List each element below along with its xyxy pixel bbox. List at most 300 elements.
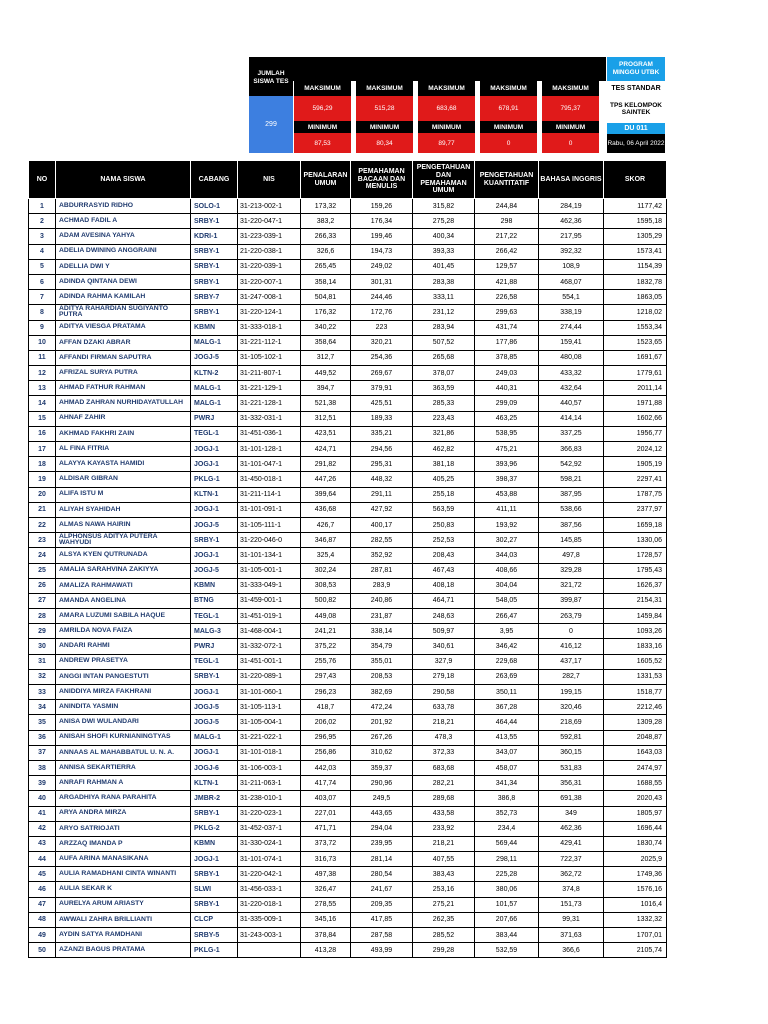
cell-pemahaman-bacaan: 354,79 <box>351 639 413 654</box>
cell-nama: AULIA RAMADHANI CINTA WINANTI <box>56 867 191 882</box>
cell-skor: 1779,61 <box>604 366 667 381</box>
table-row <box>29 320 667 335</box>
cell-nama: ARYA ANDRA MIRZA <box>56 806 191 821</box>
table-row <box>29 199 667 214</box>
cell-no: 40 <box>29 791 56 806</box>
cell-nis: 31-335-009-1 <box>238 912 301 927</box>
cell-penalaran: 424,71 <box>301 442 351 457</box>
cell-bahasa-inggris: 218,69 <box>539 715 604 730</box>
cell-bahasa-inggris: 338,19 <box>539 305 604 320</box>
cell-pemahaman-bacaan: 176,34 <box>351 214 413 229</box>
cell-nama: AYDIN SATYA RAMDHANI <box>56 928 191 943</box>
cell-nama: AUFA ARINA MANASIKANA <box>56 852 191 867</box>
cell-pemahaman-bacaan: 352,92 <box>351 548 413 563</box>
cell-pemahaman-bacaan: 209,35 <box>351 897 413 912</box>
cell-pengetahuan-umum: 378,07 <box>413 366 475 381</box>
stat-column <box>294 81 351 153</box>
cell-pemahaman-bacaan: 254,36 <box>351 350 413 365</box>
tes-label: TES STANDAR <box>607 81 665 95</box>
cell-penalaran: 358,14 <box>301 274 351 289</box>
cell-nama: AL FINA FITRIA <box>56 442 191 457</box>
stat-column <box>542 81 599 153</box>
cell-bahasa-inggris: 468,07 <box>539 274 604 289</box>
cell-pengetahuan-umum: 478,3 <box>413 730 475 745</box>
cell-penalaran: 497,38 <box>301 867 351 882</box>
table-row <box>29 381 667 396</box>
cell-bahasa-inggris: 387,95 <box>539 487 604 502</box>
cell-pengetahuan-umum: 262,35 <box>413 912 475 927</box>
cell-pemahaman-bacaan: 294,56 <box>351 442 413 457</box>
table-row <box>29 350 667 365</box>
cell-no: 37 <box>29 745 56 760</box>
cell-nama: AMARA LUZUMI SABILA HAQUE <box>56 609 191 624</box>
cell-nis: 31-330-024-1 <box>238 836 301 851</box>
cell-nis: 31-333-018-1 <box>238 320 301 335</box>
cell-penalaran: 241,21 <box>301 624 351 639</box>
cell-kuantitatif: 431,74 <box>475 320 539 335</box>
cell-penalaran: 394,7 <box>301 381 351 396</box>
cell-pengetahuan-umum: 231,12 <box>413 305 475 320</box>
cell-pengetahuan-umum: 218,21 <box>413 715 475 730</box>
cell-kuantitatif: 464,44 <box>475 715 539 730</box>
cell-skor: 1956,77 <box>604 426 667 441</box>
stat-column <box>480 81 537 153</box>
cell-bahasa-inggris: 542,92 <box>539 457 604 472</box>
table-row <box>29 548 667 563</box>
cell-cabang: MALG-1 <box>191 396 238 411</box>
cell-pemahaman-bacaan: 283,9 <box>351 578 413 593</box>
cell-nis <box>238 943 301 958</box>
table-row <box>29 685 667 700</box>
cell-nama: ANISA DWI WULANDARI <box>56 715 191 730</box>
cell-pengetahuan-umum: 253,16 <box>413 882 475 897</box>
cell-pemahaman-bacaan: 172,76 <box>351 305 413 320</box>
cell-bahasa-inggris: 392,32 <box>539 244 604 259</box>
cell-bahasa-inggris: 356,31 <box>539 776 604 791</box>
cell-bahasa-inggris: 440,57 <box>539 396 604 411</box>
cell-kuantitatif: 413,55 <box>475 730 539 745</box>
cell-nis: 31-451-001-1 <box>238 654 301 669</box>
cell-pemahaman-bacaan: 443,65 <box>351 806 413 821</box>
col-header-no: NO <box>29 161 56 199</box>
cell-skor: 2011,14 <box>604 381 667 396</box>
cell-bahasa-inggris: 199,15 <box>539 685 604 700</box>
cell-nis: 31-238-010-1 <box>238 791 301 806</box>
cell-skor: 1659,18 <box>604 517 667 532</box>
cell-pengetahuan-umum: 208,43 <box>413 548 475 563</box>
cell-skor: 1218,02 <box>604 305 667 320</box>
cell-skor: 1795,43 <box>604 563 667 578</box>
table-row <box>29 639 667 654</box>
cell-skor: 2474,97 <box>604 760 667 775</box>
cell-cabang: KLTN-1 <box>191 487 238 502</box>
cell-penalaran: 504,81 <box>301 290 351 305</box>
cell-pemahaman-bacaan: 244,46 <box>351 290 413 305</box>
cell-nama: ANINDITA YASMIN <box>56 700 191 715</box>
cell-kuantitatif: 225,28 <box>475 867 539 882</box>
cell-cabang: JMBR-2 <box>191 791 238 806</box>
cell-kuantitatif: 263,69 <box>475 669 539 684</box>
cell-bahasa-inggris: 362,72 <box>539 867 604 882</box>
cell-pengetahuan-umum: 252,53 <box>413 533 475 548</box>
cell-pengetahuan-umum: 283,94 <box>413 320 475 335</box>
cell-pemahaman-bacaan: 241,67 <box>351 882 413 897</box>
cell-kuantitatif: 226,58 <box>475 290 539 305</box>
cell-bahasa-inggris: 99,31 <box>539 912 604 927</box>
cell-kuantitatif: 411,11 <box>475 502 539 517</box>
cell-no: 6 <box>29 274 56 289</box>
cell-pemahaman-bacaan: 189,33 <box>351 411 413 426</box>
cell-pemahaman-bacaan: 359,37 <box>351 760 413 775</box>
table-row <box>29 776 667 791</box>
cell-nis: 31-213-002-1 <box>238 199 301 214</box>
cell-skor: 1832,78 <box>604 274 667 289</box>
cell-no: 33 <box>29 685 56 700</box>
cell-cabang: MALG-3 <box>191 624 238 639</box>
cell-pengetahuan-umum: 383,43 <box>413 867 475 882</box>
table-row <box>29 867 667 882</box>
cell-bahasa-inggris: 387,56 <box>539 517 604 532</box>
cell-kuantitatif: 548,05 <box>475 593 539 608</box>
max-label: MAKSIMUM <box>418 81 475 96</box>
cell-no: 2 <box>29 214 56 229</box>
cell-no: 25 <box>29 563 56 578</box>
cell-pengetahuan-umum: 290,58 <box>413 685 475 700</box>
table-row <box>29 806 667 821</box>
cell-cabang: KBMN <box>191 836 238 851</box>
cell-penalaran: 256,86 <box>301 745 351 760</box>
cell-no: 46 <box>29 882 56 897</box>
min-label: MINIMUM <box>294 121 351 133</box>
cell-pemahaman-bacaan: 199,46 <box>351 229 413 244</box>
cell-nama: AURELYA ARUM ARIASTY <box>56 897 191 912</box>
cell-cabang: CLCP <box>191 912 238 927</box>
cell-bahasa-inggris: 329,28 <box>539 563 604 578</box>
cell-penalaran: 426,7 <box>301 517 351 532</box>
cell-no: 45 <box>29 867 56 882</box>
cell-pengetahuan-umum: 299,28 <box>413 943 475 958</box>
cell-pengetahuan-umum: 255,18 <box>413 487 475 502</box>
cell-pengetahuan-umum: 218,21 <box>413 836 475 851</box>
cell-pemahaman-bacaan: 201,92 <box>351 715 413 730</box>
cell-cabang: MALG-1 <box>191 381 238 396</box>
table-row <box>29 897 667 912</box>
cell-no: 44 <box>29 852 56 867</box>
cell-kuantitatif: 341,34 <box>475 776 539 791</box>
cell-pemahaman-bacaan: 338,14 <box>351 624 413 639</box>
cell-pengetahuan-umum: 315,82 <box>413 199 475 214</box>
max-value: 683,68 <box>418 96 475 121</box>
cell-pengetahuan-umum: 407,55 <box>413 852 475 867</box>
cell-penalaran: 312,51 <box>301 411 351 426</box>
col-header-bahasa-inggris: BAHASA INGGRIS <box>539 161 604 199</box>
cell-cabang: PWRJ <box>191 639 238 654</box>
cell-nama: ANNAAS AL MAHABBATUL U. N. A. <box>56 745 191 760</box>
table-row <box>29 760 667 775</box>
cell-no: 39 <box>29 776 56 791</box>
cell-nama: ANGGI INTAN PANGESTUTI <box>56 669 191 684</box>
stat-column <box>418 81 475 153</box>
cell-kuantitatif: 234,4 <box>475 821 539 836</box>
cell-bahasa-inggris: 437,17 <box>539 654 604 669</box>
cell-skor: 1830,74 <box>604 836 667 851</box>
cell-nis: 31-105-111-1 <box>238 517 301 532</box>
cell-pengetahuan-umum: 275,28 <box>413 214 475 229</box>
cell-cabang: KLTN-2 <box>191 366 238 381</box>
cell-nis: 31-105-102-1 <box>238 350 301 365</box>
cell-cabang: SRBY-1 <box>191 274 238 289</box>
cell-bahasa-inggris: 433,32 <box>539 366 604 381</box>
cell-cabang: SRBY-1 <box>191 214 238 229</box>
cell-skor: 1696,44 <box>604 821 667 836</box>
summary-header <box>249 57 665 153</box>
cell-skor: 1749,36 <box>604 867 667 882</box>
cell-skor: 1332,32 <box>604 912 667 927</box>
cell-nama: ACHMAD FADIL A <box>56 214 191 229</box>
cell-skor: 1309,28 <box>604 715 667 730</box>
table-row <box>29 852 667 867</box>
cell-kuantitatif: 386,8 <box>475 791 539 806</box>
cell-kuantitatif: 304,04 <box>475 578 539 593</box>
cell-cabang: KLTN-1 <box>191 776 238 791</box>
cell-nis: 31-105-113-1 <box>238 700 301 715</box>
cell-kuantitatif: 266,47 <box>475 609 539 624</box>
cell-pemahaman-bacaan: 249,02 <box>351 259 413 274</box>
cell-pemahaman-bacaan: 281,14 <box>351 852 413 867</box>
cell-penalaran: 312,7 <box>301 350 351 365</box>
cell-nis: 31-333-049-1 <box>238 578 301 593</box>
cell-nis: 31-332-072-1 <box>238 639 301 654</box>
cell-nama: ANDREW PRASETYA <box>56 654 191 669</box>
cell-penalaran: 413,28 <box>301 943 351 958</box>
min-label: MINIMUM <box>480 121 537 133</box>
cell-nis: 31-211-114-1 <box>238 487 301 502</box>
cell-no: 34 <box>29 700 56 715</box>
table-row <box>29 563 667 578</box>
cell-no: 42 <box>29 821 56 836</box>
cell-penalaran: 278,55 <box>301 897 351 912</box>
cell-nama: AHNAF ZAHIR <box>56 411 191 426</box>
cell-skor: 1595,18 <box>604 214 667 229</box>
cell-pemahaman-bacaan: 425,51 <box>351 396 413 411</box>
cell-bahasa-inggris: 592,81 <box>539 730 604 745</box>
cell-cabang: JOGJ-1 <box>191 457 238 472</box>
col-header-nama: NAMA SISWA <box>56 161 191 199</box>
cell-skor: 1833,16 <box>604 639 667 654</box>
cell-penalaran: 375,22 <box>301 639 351 654</box>
cell-nama: ALIFA ISTU M <box>56 487 191 502</box>
cell-pengetahuan-umum: 464,71 <box>413 593 475 608</box>
cell-skor: 2297,41 <box>604 472 667 487</box>
cell-cabang: SRBY-1 <box>191 259 238 274</box>
cell-cabang: SLWI <box>191 882 238 897</box>
cell-kuantitatif: 298,11 <box>475 852 539 867</box>
col-header-pemahaman-bacaan: PEMAHAMAN BACAAN DAN MENULIS <box>351 161 413 199</box>
cell-skor: 1863,05 <box>604 290 667 305</box>
cell-no: 7 <box>29 290 56 305</box>
cell-pemahaman-bacaan: 208,53 <box>351 669 413 684</box>
cell-penalaran: 418,7 <box>301 700 351 715</box>
table-row <box>29 259 667 274</box>
table-row <box>29 396 667 411</box>
cell-skor: 2105,74 <box>604 943 667 958</box>
cell-penalaran: 436,68 <box>301 502 351 517</box>
table-row <box>29 411 667 426</box>
cell-kuantitatif: 344,03 <box>475 548 539 563</box>
cell-no: 41 <box>29 806 56 821</box>
cell-penalaran: 358,64 <box>301 335 351 350</box>
cell-nama: ADITYA RAHARDIAN SUGIYANTO PUTRA <box>56 305 191 320</box>
cell-skor: 1523,65 <box>604 335 667 350</box>
cell-kuantitatif: 408,66 <box>475 563 539 578</box>
cell-nama: ALIYAH SYAHIDAH <box>56 502 191 517</box>
cell-skor: 1330,06 <box>604 533 667 548</box>
cell-skor: 1643,03 <box>604 745 667 760</box>
cell-penalaran: 442,03 <box>301 760 351 775</box>
cell-penalaran: 345,16 <box>301 912 351 927</box>
cell-pemahaman-bacaan: 379,91 <box>351 381 413 396</box>
cell-skor: 1553,34 <box>604 320 667 335</box>
cell-cabang: JOGJ-5 <box>191 700 238 715</box>
table-row <box>29 274 667 289</box>
min-value: 0 <box>480 133 537 153</box>
table-row <box>29 700 667 715</box>
cell-bahasa-inggris: 145,85 <box>539 533 604 548</box>
cell-pengetahuan-umum: 408,18 <box>413 578 475 593</box>
cell-skor: 1787,75 <box>604 487 667 502</box>
cell-skor: 1154,39 <box>604 259 667 274</box>
cell-bahasa-inggris: 284,19 <box>539 199 604 214</box>
cell-pengetahuan-umum: 363,59 <box>413 381 475 396</box>
cell-no: 21 <box>29 502 56 517</box>
cell-no: 1 <box>29 199 56 214</box>
cell-kuantitatif: 299,63 <box>475 305 539 320</box>
cell-penalaran: 296,95 <box>301 730 351 745</box>
cell-pengetahuan-umum: 327,9 <box>413 654 475 669</box>
cell-nis: 31-220-046-0 <box>238 533 301 548</box>
table-row <box>29 912 667 927</box>
cell-skor: 1331,53 <box>604 669 667 684</box>
cell-bahasa-inggris: 337,25 <box>539 426 604 441</box>
cell-kuantitatif: 177,86 <box>475 335 539 350</box>
cell-kuantitatif: 440,31 <box>475 381 539 396</box>
table-row <box>29 229 667 244</box>
cell-skor: 1576,16 <box>604 882 667 897</box>
cell-pengetahuan-umum: 321,86 <box>413 426 475 441</box>
cell-bahasa-inggris: 320,46 <box>539 700 604 715</box>
cell-nis: 31-105-004-1 <box>238 715 301 730</box>
cell-pengetahuan-umum: 283,38 <box>413 274 475 289</box>
max-value: 678,91 <box>480 96 537 121</box>
col-header-cabang: CABANG <box>191 161 238 199</box>
cell-skor: 2020,43 <box>604 791 667 806</box>
table-row <box>29 669 667 684</box>
cell-bahasa-inggris: 263,79 <box>539 609 604 624</box>
cell-nama: ANDARI RAHMI <box>56 639 191 654</box>
table-row <box>29 457 667 472</box>
cell-nama: ALSYA KYEN QUTRUNADA <box>56 548 191 563</box>
table-row <box>29 487 667 502</box>
cell-no: 43 <box>29 836 56 851</box>
cell-kuantitatif: 266,42 <box>475 244 539 259</box>
cell-bahasa-inggris: 429,41 <box>539 836 604 851</box>
cell-kuantitatif: 3,95 <box>475 624 539 639</box>
cell-nis: 31-101-074-1 <box>238 852 301 867</box>
cell-cabang: JOGJ-5 <box>191 563 238 578</box>
cell-kuantitatif: 458,07 <box>475 760 539 775</box>
cell-no: 36 <box>29 730 56 745</box>
cell-pengetahuan-umum: 248,63 <box>413 609 475 624</box>
cell-cabang: JOGJ-1 <box>191 852 238 867</box>
cell-nama: AULIA SEKAR K <box>56 882 191 897</box>
min-label: MINIMUM <box>542 121 599 133</box>
cell-skor: 1707,01 <box>604 928 667 943</box>
cell-cabang: SRBY-1 <box>191 897 238 912</box>
cell-cabang: SRBY-1 <box>191 533 238 548</box>
cell-bahasa-inggris: 108,9 <box>539 259 604 274</box>
cell-nis: 31-101-047-1 <box>238 457 301 472</box>
col-header-skor: SKOR <box>604 161 667 199</box>
cell-no: 27 <box>29 593 56 608</box>
cell-nis: 31-450-018-1 <box>238 472 301 487</box>
cell-no: 35 <box>29 715 56 730</box>
cell-cabang: SRBY-7 <box>191 290 238 305</box>
cell-kuantitatif: 193,92 <box>475 517 539 532</box>
cell-pengetahuan-umum: 400,34 <box>413 229 475 244</box>
cell-kuantitatif: 453,88 <box>475 487 539 502</box>
cell-pemahaman-bacaan: 290,96 <box>351 776 413 791</box>
cell-pengetahuan-umum: 279,18 <box>413 669 475 684</box>
max-label: MAKSIMUM <box>480 81 537 96</box>
cell-cabang: KBMN <box>191 578 238 593</box>
cell-pemahaman-bacaan: 417,85 <box>351 912 413 927</box>
max-label: MAKSIMUM <box>294 81 351 96</box>
table-row <box>29 578 667 593</box>
cell-bahasa-inggris: 722,37 <box>539 852 604 867</box>
cell-cabang: JOGJ-5 <box>191 350 238 365</box>
cell-pemahaman-bacaan: 231,87 <box>351 609 413 624</box>
cell-no: 32 <box>29 669 56 684</box>
cell-no: 48 <box>29 912 56 927</box>
cell-no: 22 <box>29 517 56 532</box>
cell-skor: 1518,77 <box>604 685 667 700</box>
cell-penalaran: 316,73 <box>301 852 351 867</box>
col-header-pengetahuan-umum: PENGETAHUAN DAN PEMAHAMAN UMUM <box>413 161 475 199</box>
cell-nama: ANNISA SEKARTIERRA <box>56 760 191 775</box>
cell-pemahaman-bacaan: 280,54 <box>351 867 413 882</box>
table-row <box>29 928 667 943</box>
cell-skor: 1691,67 <box>604 350 667 365</box>
cell-penalaran: 403,07 <box>301 791 351 806</box>
table-row <box>29 730 667 745</box>
col-header-kuantitatif: PENGETAHUAN KUANTITATIF <box>475 161 539 199</box>
cell-no: 28 <box>29 609 56 624</box>
cell-kuantitatif: 393,96 <box>475 457 539 472</box>
cell-nis: 31-247-008-1 <box>238 290 301 305</box>
cell-nama: AHMAD FATHUR RAHMAN <box>56 381 191 396</box>
cell-penalaran: 417,74 <box>301 776 351 791</box>
cell-pemahaman-bacaan: 282,55 <box>351 533 413 548</box>
cell-cabang: MALG-1 <box>191 730 238 745</box>
cell-penalaran: 326,47 <box>301 882 351 897</box>
cell-penalaran: 471,71 <box>301 821 351 836</box>
cell-cabang: SRBY-1 <box>191 669 238 684</box>
cell-cabang: PKLG-1 <box>191 943 238 958</box>
table-row <box>29 472 667 487</box>
col-header-penalaran: PENALARAN UMUM <box>301 161 351 199</box>
cell-bahasa-inggris: 151,73 <box>539 897 604 912</box>
cell-nis: 31-456-033-1 <box>238 882 301 897</box>
